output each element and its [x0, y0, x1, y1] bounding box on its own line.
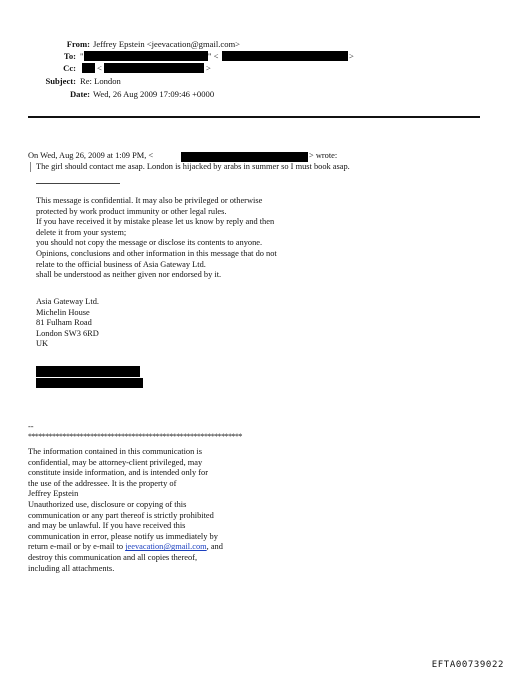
- redaction-to-email: [222, 51, 348, 61]
- disclaimer-line: This message is confidential. It may also be privileged or otherwise: [36, 196, 263, 205]
- redaction-to-name: [84, 51, 208, 61]
- notice-line: communication in error, please notify us immediately by: [28, 531, 218, 541]
- to-suffix: >: [349, 51, 354, 61]
- date-label: Date:: [69, 89, 90, 99]
- redaction-cc-name: [82, 63, 95, 73]
- document-id: EFTA00739022: [431, 660, 504, 670]
- address-line: Michelin House: [36, 307, 90, 317]
- email-header: [0, 38, 512, 108]
- notice-line: constitute inside information, and is intended only for: [28, 468, 209, 478]
- disclaimer-block: [36, 196, 277, 281]
- quote-bar: [30, 162, 31, 172]
- quote-intro-suffix: > wrote:: [309, 151, 338, 160]
- to-label: To:: [63, 51, 76, 61]
- from-value: Jeffrey Epstein <jeevacation@gmail.com>: [93, 39, 241, 49]
- notice-line: confidential, may be attorney-client privileged, may: [28, 457, 203, 467]
- notice-line: Unauthorized use, disclosure or copying of this: [28, 499, 187, 509]
- header-divider: [28, 116, 480, 118]
- quote-intro-prefix: On Wed, Aug 26, 2009 at 1:09 PM, <: [28, 151, 154, 160]
- cc-suffix: >: [206, 63, 211, 73]
- cc-mid: <: [97, 63, 102, 73]
- disclaimer-line: relate to the official business of Asia Gateway Ltd.: [36, 259, 206, 269]
- address-line: 81 Fulham Road: [36, 318, 92, 328]
- separator-stars: **************************************************************: [28, 432, 242, 441]
- redaction-contact-1: [36, 366, 140, 377]
- date-value: Wed, 26 Aug 2009 17:09:46 +0000: [93, 89, 215, 99]
- cc-label: Cc:: [63, 63, 76, 73]
- from-label: From:: [66, 39, 90, 49]
- disclaimer-line: you should not copy the message or disclose its contents to anyone.: [36, 238, 263, 248]
- subject-value: Re: London: [80, 76, 121, 86]
- address-line: UK: [36, 339, 49, 349]
- redaction-sender: [181, 152, 308, 162]
- quote-message: The girl should contact me asap. London is hijacked by arabs in summer so I must book asap.: [36, 162, 350, 171]
- disclaimer-line: protected by work product immunity or other legal rules.: [36, 206, 227, 216]
- disclaimer-line: delete it from your system;: [36, 227, 127, 237]
- notice-line: Jeffrey Epstein: [28, 489, 79, 499]
- notice-line: The information contained in this communication is: [28, 447, 202, 456]
- notice-link-line: [28, 542, 223, 553]
- disclaimer-line: If you have received it by mistake please let us know by reply and then: [36, 217, 275, 227]
- address-line: Asia Gateway Ltd.: [36, 297, 100, 306]
- redaction-contact-2: [36, 378, 143, 388]
- to-prefix: ": [80, 51, 84, 61]
- notice-line: destroy this communication and all copies thereof,: [28, 552, 198, 562]
- to-mid: " <: [208, 51, 219, 61]
- notice-line: communication or any part thereof is strictly prohibited: [28, 510, 214, 520]
- email-link[interactable]: jeevacation@gmail.com: [125, 542, 207, 552]
- address-block: [36, 297, 99, 350]
- notice-line: including all attachments.: [28, 563, 115, 573]
- address-line: London SW3 6RD: [36, 328, 99, 338]
- notice-link-after: , and: [206, 542, 223, 552]
- redaction-cc-email: [104, 63, 204, 73]
- quote-signature-divider: [36, 183, 120, 184]
- notice-link-before: return e-mail or by e-mail to: [28, 542, 126, 552]
- notice-line: and may be unlawful. If you have received this: [28, 521, 186, 531]
- disclaimer-line: shall be understood as neither given nor endorsed by it.: [36, 270, 222, 280]
- notice-line: the use of the addressee. It is the property of: [28, 478, 177, 488]
- quote-intro: [28, 151, 153, 162]
- disclaimer-line: Opinions, conclusions and other information in this message that do not: [36, 248, 277, 258]
- subject-label: Subject:: [45, 76, 76, 86]
- confidentiality-notice: [28, 447, 223, 574]
- separator-dashes: --: [28, 422, 34, 431]
